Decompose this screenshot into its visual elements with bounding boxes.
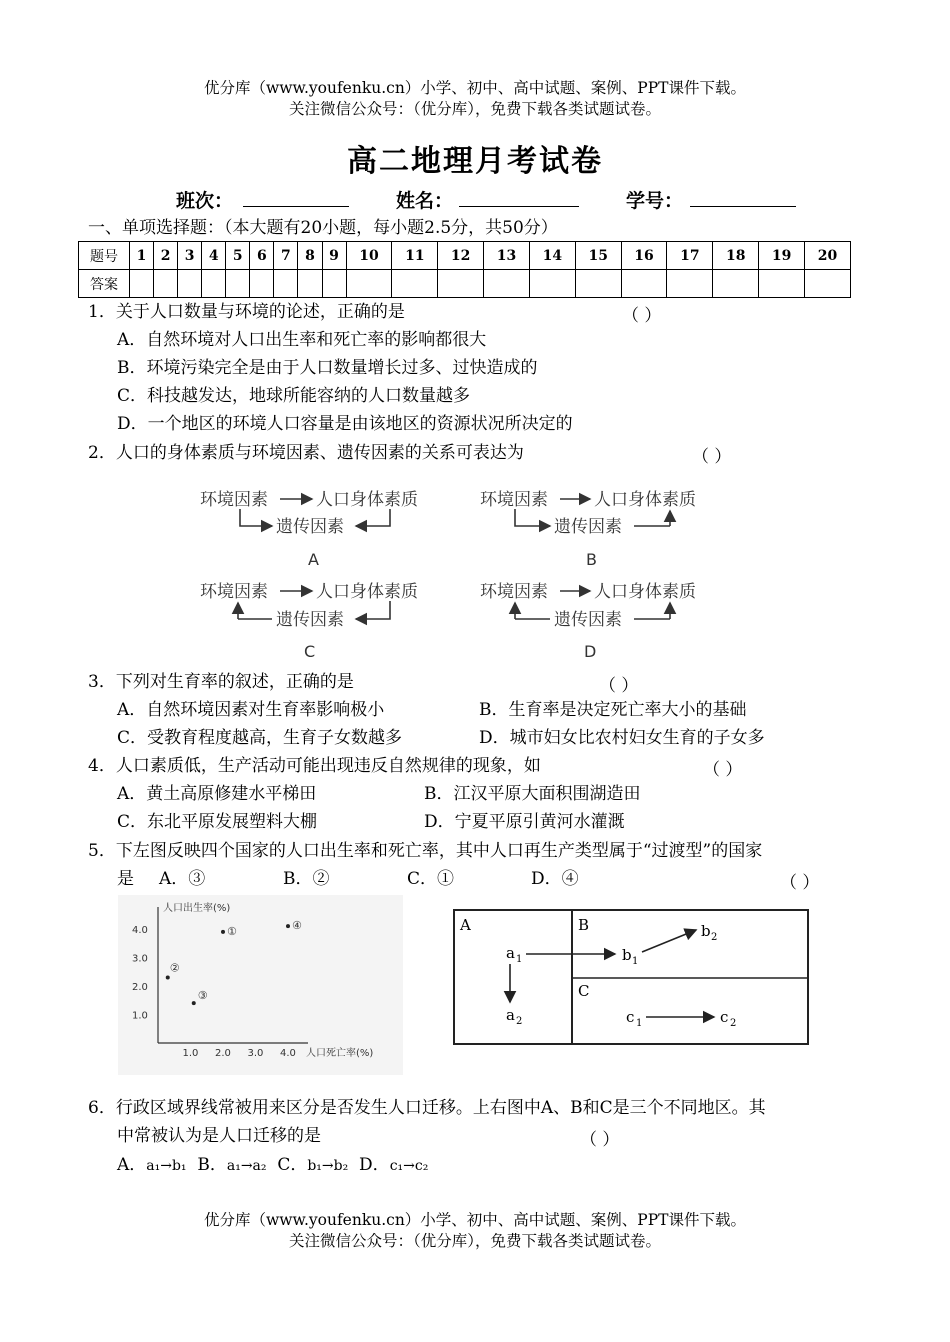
svg-text:c: c xyxy=(720,1008,729,1026)
answer-cell-3[interactable] xyxy=(178,270,202,298)
answer-table xyxy=(78,241,851,298)
q2-b-gene: 遗传因素 xyxy=(554,517,622,537)
data-point-label-1: ① xyxy=(227,924,237,938)
q3-option-d: D．城市妇女比农村妇女生育的子女多 xyxy=(479,728,765,748)
q1-stem: 1．关于人口数量与环境的论述，正确的是 xyxy=(88,302,405,322)
data-point-label-3: ③ xyxy=(197,989,208,1003)
answer-cell-11[interactable] xyxy=(392,270,438,298)
answer-cell-8[interactable] xyxy=(298,270,322,298)
q5-option-b: B．② xyxy=(283,869,330,889)
data-point-4 xyxy=(286,924,290,928)
footer-line-2: 关注微信公众号：（优分库），免费下载各类试题试卷。 xyxy=(288,1232,661,1250)
q1-option-a: A．自然环境对人口出生率和死亡率的影响都很大 xyxy=(117,330,487,350)
svg-text:2: 2 xyxy=(516,1016,523,1027)
question-number-13: 13 xyxy=(484,242,530,270)
x-tick-label: 1.0 xyxy=(182,1048,199,1059)
q5-option-c: C．① xyxy=(407,869,455,889)
q2-d-env: 环境因素 xyxy=(480,582,548,602)
q4-stem: 4．人口素质低，生产活动可能出现违反自然规律的现象，如 xyxy=(88,756,541,776)
arrow-b1-b2 xyxy=(642,930,696,952)
q3-stem: 3．下列对生育率的叙述，正确的是 xyxy=(88,672,354,692)
x-tick-label: 2.0 xyxy=(215,1048,231,1059)
q2-label-b: B xyxy=(586,550,597,569)
q5-stem-cont: 是 xyxy=(117,869,134,889)
point-a2 xyxy=(506,1006,522,1027)
question-number-7: 7 xyxy=(274,242,298,270)
x-tick-label: 3.0 xyxy=(247,1048,264,1059)
svg-text:b: b xyxy=(622,946,632,964)
question-number-3: 3 xyxy=(178,242,202,270)
q2-b-env: 环境因素 xyxy=(480,490,548,510)
answer-cell-17[interactable] xyxy=(667,270,713,298)
region-b-label: B xyxy=(578,916,590,934)
svg-text:a: a xyxy=(506,944,515,962)
question-number-9: 9 xyxy=(322,242,346,270)
answer-cell-9[interactable] xyxy=(322,270,346,298)
question-number-10: 10 xyxy=(346,242,392,270)
q1-option-b: B．环境污染完全是由于人口数量增长过多、过快造成的 xyxy=(117,358,538,378)
y-tick-label: 2.0 xyxy=(132,982,148,993)
q6-option-b: a₁→a₂ xyxy=(226,1158,267,1174)
class-blank[interactable] xyxy=(243,186,349,207)
region-a-label: A xyxy=(460,916,471,934)
q6-option-a: a₁→b₁ xyxy=(146,1158,187,1174)
id-blank[interactable] xyxy=(690,186,796,207)
name-blank[interactable] xyxy=(459,186,579,207)
q3-answer-paren[interactable]: （ ） xyxy=(599,676,639,696)
q2-a-body: 人口身体素质 xyxy=(316,490,418,510)
question-number-5: 5 xyxy=(226,242,250,270)
answer-cell-13[interactable] xyxy=(484,270,530,298)
svg-text:2: 2 xyxy=(730,1018,737,1029)
answer-cell-7[interactable] xyxy=(274,270,298,298)
q6-option-a-prefix: A． xyxy=(117,1155,147,1175)
q5-answer-paren[interactable]: （ ） xyxy=(780,873,820,893)
row-label-number: 题号 xyxy=(79,242,130,270)
q4-option-c: C．东北平原发展塑料大棚 xyxy=(117,812,318,832)
q5-option-a: A．③ xyxy=(159,869,206,889)
question-number-8: 8 xyxy=(298,242,322,270)
svg-text:c: c xyxy=(626,1008,635,1026)
x-tick-label: 4.0 xyxy=(280,1048,296,1059)
y-axis-label: 人口出生率(%) xyxy=(163,903,231,914)
data-point-label-4: ④ xyxy=(292,919,302,933)
answer-cell-5[interactable] xyxy=(226,270,250,298)
page-title: 高二地理月考试卷 xyxy=(347,144,603,179)
q2-label-c: C xyxy=(304,642,316,661)
answer-cell-10[interactable] xyxy=(346,270,392,298)
answer-cell-19[interactable] xyxy=(759,270,805,298)
class-label: 班次： xyxy=(176,190,234,212)
birth-death-scatter-chart xyxy=(118,895,403,1075)
answer-cell-18[interactable] xyxy=(713,270,759,298)
question-number-11: 11 xyxy=(392,242,438,270)
q2-d-body: 人口身体素质 xyxy=(594,582,696,602)
q2-c-env: 环境因素 xyxy=(200,582,268,602)
region-c-label: C xyxy=(578,982,590,1000)
q2-label-a: A xyxy=(308,550,319,569)
q6-stem-cont: 中常被认为是人口迁移的是 xyxy=(117,1126,321,1146)
question-number-14: 14 xyxy=(529,242,575,270)
question-number-1: 1 xyxy=(130,242,154,270)
question-number-19: 19 xyxy=(759,242,805,270)
question-number-20: 20 xyxy=(805,242,851,270)
svg-text:1: 1 xyxy=(636,1018,643,1029)
q2-diagram-a xyxy=(200,490,418,569)
q5-stem: 5．下左图反映四个国家的人口出生率和死亡率，其中人口再生产类型属于“过渡型”的国家 xyxy=(88,841,763,861)
q6-option-c-prefix: C． xyxy=(277,1155,308,1175)
point-b2 xyxy=(701,922,717,943)
header-line-1: 优分库（www.youfenku.cn）小学、初中、高中试题、案例、PPT课件下载。 xyxy=(203,79,747,97)
q2-b-body: 人口身体素质 xyxy=(594,490,696,510)
answer-cell-14[interactable] xyxy=(529,270,575,298)
q4-option-a: A．黄土高原修建水平梯田 xyxy=(117,784,317,804)
y-tick-label: 1.0 xyxy=(132,1010,148,1022)
q1-option-c: C．科技越发达，地球所能容纳的人口数量越多 xyxy=(117,386,471,406)
svg-text:1: 1 xyxy=(632,956,639,967)
q3-option-c: C．受教育程度越高，生育子女数越多 xyxy=(117,728,403,748)
q2-answer-paren[interactable]: （ ） xyxy=(692,447,732,467)
q2-d-gene: 遗传因素 xyxy=(554,610,622,630)
q6-stem: 6．行政区域界线常被用来区分是否发生人口迁移。上右图中A、B和C是三个不同地区。其 xyxy=(88,1098,766,1118)
data-point-3 xyxy=(192,1001,196,1005)
question-number-12: 12 xyxy=(438,242,484,270)
q6-option-d: c₁→c₂ xyxy=(389,1158,429,1174)
data-point-2 xyxy=(166,975,170,979)
question-number-18: 18 xyxy=(713,242,759,270)
q5-option-d: D．④ xyxy=(531,869,579,889)
q6-option-c: b₁→b₂ xyxy=(307,1158,349,1174)
q2-a-gene: 遗传因素 xyxy=(276,517,344,537)
answer-cell-20[interactable] xyxy=(805,270,851,298)
answer-cell-15[interactable] xyxy=(575,270,621,298)
q1-answer-paren[interactable]: （ ） xyxy=(622,306,662,326)
question-number-15: 15 xyxy=(575,242,621,270)
q2-diagram-c xyxy=(200,582,418,661)
q2-diagram-d xyxy=(480,582,696,661)
q2-label-d: D xyxy=(584,642,597,661)
q3-option-b: B．生育率是决定死亡率大小的基础 xyxy=(479,700,747,720)
q2-diagram-b xyxy=(480,490,696,569)
svg-text:b: b xyxy=(701,922,711,940)
question-number-6: 6 xyxy=(250,242,274,270)
q1-option-d: D．一个地区的环境人口容量是由该地区的资源状况所决定的 xyxy=(117,414,573,434)
data-point-label-2: ② xyxy=(169,961,180,975)
answer-cell-16[interactable] xyxy=(621,270,667,298)
q4-option-b: B．江汉平原大面积围湖造田 xyxy=(424,784,641,804)
q6-option-d-prefix: D． xyxy=(359,1155,390,1175)
answer-cell-1[interactable] xyxy=(130,270,154,298)
point-b1 xyxy=(622,946,638,967)
q6-options xyxy=(117,1154,428,1177)
name-label: 姓名： xyxy=(396,190,454,212)
q6-answer-paren[interactable]: （ ） xyxy=(580,1130,620,1150)
svg-text:a: a xyxy=(506,1006,515,1024)
section-heading: 一、单项选择题：（本大题有20小题，每小题2.5分，共50分） xyxy=(88,218,558,238)
point-c1 xyxy=(626,1008,642,1029)
question-number-16: 16 xyxy=(621,242,667,270)
region-migration-diagram xyxy=(452,908,812,1048)
svg-text:2: 2 xyxy=(711,932,718,943)
q3-option-a: A．自然环境因素对生育率影响极小 xyxy=(117,700,385,720)
q6-option-b-prefix: B． xyxy=(197,1155,227,1175)
q2-diagram xyxy=(190,475,730,665)
q2-stem: 2．人口的身体素质与环境因素、遗传因素的关系可表达为 xyxy=(88,443,524,463)
footer-line-1: 优分库（www.youfenku.cn）小学、初中、高中试题、案例、PPT课件下载。 xyxy=(203,1211,747,1229)
q2-a-env: 环境因素 xyxy=(200,490,268,510)
y-tick-label: 4.0 xyxy=(132,925,148,936)
svg-text:1: 1 xyxy=(516,954,523,965)
answer-cell-6[interactable] xyxy=(250,270,274,298)
q2-c-body: 人口身体素质 xyxy=(316,582,418,602)
id-label: 学号： xyxy=(626,190,684,212)
question-number-2: 2 xyxy=(154,242,178,270)
answer-cell-12[interactable] xyxy=(438,270,484,298)
row-label-answer: 答案 xyxy=(79,270,130,298)
point-c2 xyxy=(720,1008,736,1029)
data-point-1 xyxy=(221,930,225,934)
q4-answer-paren[interactable]: （ ） xyxy=(703,760,743,780)
question-number-17: 17 xyxy=(667,242,713,270)
answer-cell-2[interactable] xyxy=(154,270,178,298)
header-line-2: 关注微信公众号：（优分库），免费下载各类试题试卷。 xyxy=(288,100,661,118)
y-tick-label: 3.0 xyxy=(132,953,148,965)
question-number-4: 4 xyxy=(202,242,226,270)
q2-c-gene: 遗传因素 xyxy=(276,610,344,630)
q4-option-d: D．宁夏平原引黄河水灌溉 xyxy=(424,812,625,832)
x-axis-label: 人口死亡率(%) xyxy=(306,1048,374,1059)
point-a1 xyxy=(506,944,522,965)
answer-cell-4[interactable] xyxy=(202,270,226,298)
